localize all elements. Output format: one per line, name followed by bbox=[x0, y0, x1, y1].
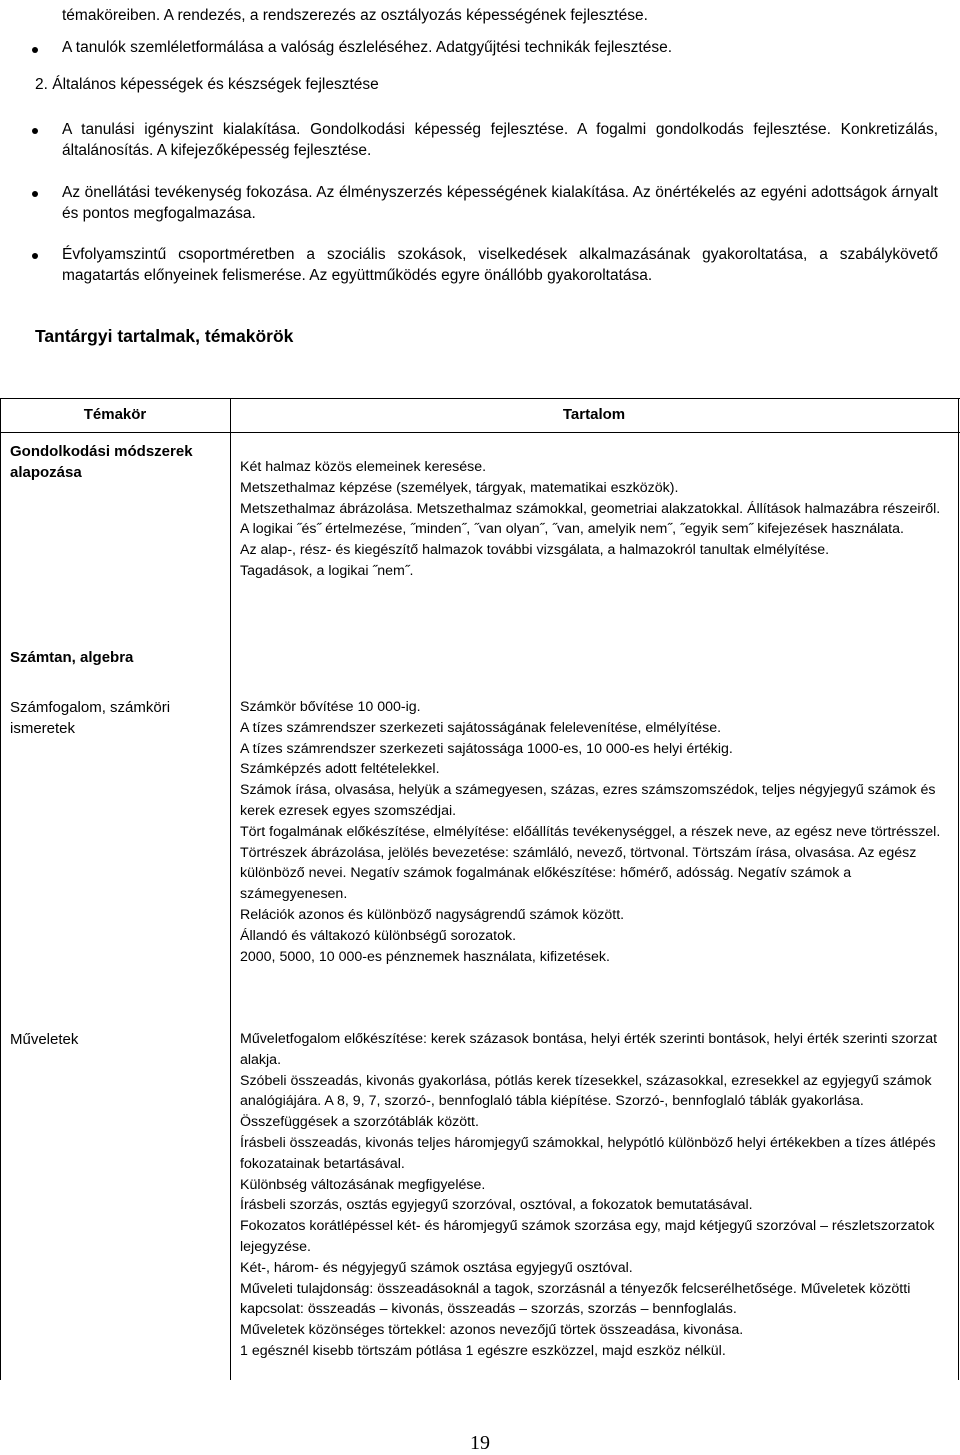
content-cell bbox=[240, 457, 945, 582]
table-right-border bbox=[958, 398, 959, 1380]
content-line: A tízes számrendszer szerkezeti sajátossága 1000-es, 10 000-es helyi értékig. bbox=[240, 740, 733, 757]
content-line: A logikai ˝és˝ értelmezése, ˝minden˝, ˝van olyan˝, ˝van, amelyik nem˝, ˝egyik sem˝ kifejezések használata. bbox=[240, 521, 904, 538]
table-header-topic: Témakör bbox=[83, 406, 147, 423]
topic-cell: Gondolkodási módszerek alapozása bbox=[10, 443, 193, 481]
table-header-content: Tartalom bbox=[562, 406, 626, 423]
content-line: Írásbeli összeadás, kivonás teljes háromjegyű számokkal, helypótló különböző helyi értékekben a tízes átlépés fokozatainak betartásával. bbox=[240, 1134, 936, 1172]
bullet-icon bbox=[32, 47, 38, 53]
content-line: Fokozatos korátlépéssel két- és háromjegyű számok szorzása egy, majd kétjegyű szorzóval – részletszorzatok lejegyzése. bbox=[240, 1218, 935, 1255]
content-line: Két-, három- és négyjegyű számok osztása egyjegyű osztóval. bbox=[240, 1259, 633, 1276]
content-line: A tízes számrendszer szerkezeti sajátosságának felelevenítése, elmélyítése. bbox=[240, 719, 722, 736]
content-line: 2000, 5000, 10 000-es pénznemek használata, kifizetések. bbox=[240, 948, 610, 965]
content-line: Műveletfogalom előkészítése: kerek százasok bontása, helyi érték szerinti bontások, helyi érték szerinti szorzat alakja. bbox=[240, 1031, 938, 1068]
content-cell bbox=[240, 1029, 945, 1362]
content-line: Szóbeli összeadás, kivonás gyakorlása, pótlás kerek tízesekkel, százasokkal, ezresekkel az egyjegyű számok analógiájára. A 8, 9, 7, szorzó-, bennfoglaló tábla kiépítése. Szorzó-, bennfoglaló táblák gyakorlása. Összefüggések a szorzótáblák között. bbox=[240, 1072, 932, 1131]
content-line: 1 egésznél kisebb törtszám pótlása 1 egészre eszközzel, majd eszköz nélkül. bbox=[240, 1342, 726, 1359]
table-top-border bbox=[0, 398, 960, 399]
content-cell bbox=[240, 697, 945, 967]
bullet-icon bbox=[32, 128, 38, 134]
content-line: Számképzés adott feltételekkel. bbox=[240, 761, 440, 778]
content-line: Számkör bővítése 10 000-ig. bbox=[240, 699, 421, 715]
topic-cell: Számfogalom, számköri ismeretek bbox=[10, 699, 171, 737]
table-column-divider bbox=[230, 398, 231, 1380]
bullet-icon bbox=[32, 191, 38, 197]
intro-bullet: A tanulók szemléletformálása a valóság észleléséhez. Adatgyűjtési technikák fejlesztése. bbox=[62, 39, 673, 56]
content-line: Különbség változásának megfigyelése. bbox=[240, 1176, 486, 1193]
content-line: Állandó és váltakozó különbségű sorozatok. bbox=[240, 927, 517, 944]
topic-cell: Számtan, algebra bbox=[10, 649, 134, 666]
content-line: Tört fogalmának előkészítése, elmélyítése: előállítás tevékenységgel, a részek neve, az egész neve törtrésszel. bbox=[240, 823, 941, 840]
bullet-item: A tanulási igényszint kialakítása. Gondolkodási képesség fejlesztése. A fogalmi gondolkodás fejlesztése. Konkretizálás, általánosítás. A kifejezőképesség fejlesztése. bbox=[62, 121, 938, 159]
content-line: Műveleti tulajdonság: összeadásoknál a tagok, szorzásnál a tényezők felcserélhetősége. Műveletek közötti kapcsolat: összeadás – kivonás, összeadás – szorzás, szorzás – bennfoglalás. bbox=[240, 1280, 911, 1318]
content-line: Metszethalmaz képzése (személyek, tárgyak, matematikai eszközök). bbox=[240, 479, 679, 496]
content-line: Műveletek közönséges törtekkel: azonos nevezőjű törtek összeadása, kivonása. bbox=[240, 1322, 744, 1339]
content-line: Két halmaz közös elemeinek keresése. bbox=[240, 459, 487, 475]
content-line: Törtrészek ábrázolása, jelölés bevezetése: számláló, nevező, törtvonal. Törtszám írása, olvasása. Az egész különböző nevei. Negatív számok fogalmának előkészítése: hőmérő, adósság. Negatív számok a számegyenesen. bbox=[240, 844, 917, 903]
content-line: Írásbeli szorzás, osztás egyjegyű szorzóval, osztóval, a fokozatok bemutatásával. bbox=[240, 1197, 753, 1214]
section-title: Tantárgyi tartalmak, témakörök bbox=[35, 326, 294, 346]
bullet-item: Az önellátási tevékenység fokozása. Az élményszerzés képességének kialakítása. Az önértékelés az egyéni adottságok árnyalt és pontos megfogalmazása. bbox=[62, 184, 938, 222]
page-number: 19 bbox=[470, 1432, 490, 1454]
content-line: Metszethalmaz ábrázolása. Metszethalmaz számokkal, geometriai alakzatokkal. Állítások halmazábra részeiről. bbox=[240, 500, 941, 517]
section-heading: 2. Általános képességek és készségek fejlesztése bbox=[35, 76, 379, 93]
table-left-border bbox=[0, 398, 1, 1380]
content-line: Az alap-, rész- és kiegészítő halmazok további vizsgálata, a halmazokról tanultak elmélyítése. bbox=[240, 542, 830, 559]
intro-line: témaköreiben. A rendezés, a rendszerezés az osztályozás képességének fejlesztése. bbox=[62, 7, 648, 24]
table-header-border bbox=[0, 432, 960, 433]
content-line: Tagadások, a logikai ˝nem˝. bbox=[240, 562, 414, 579]
bullet-icon bbox=[32, 253, 38, 259]
content-line: Relációk azonos és különböző nagyságrendű számok között. bbox=[240, 906, 625, 923]
content-line: Számok írása, olvasása, helyük a számegyesen, százas, ezres számszomszédok, teljes négyjegyű számok és kerek ezresek egyes szomszédjai. bbox=[240, 782, 936, 819]
topic-cell: Műveletek bbox=[10, 1031, 79, 1048]
bullet-item: Évfolyamszintű csoportméretben a szociális szokások, viselkedések alkalmazásának gyakoroltatása, a szabálykövető magatartás előnyeinek felismerése. Az együttműködés egyre önállóbb gyakoroltatása. bbox=[62, 246, 938, 284]
